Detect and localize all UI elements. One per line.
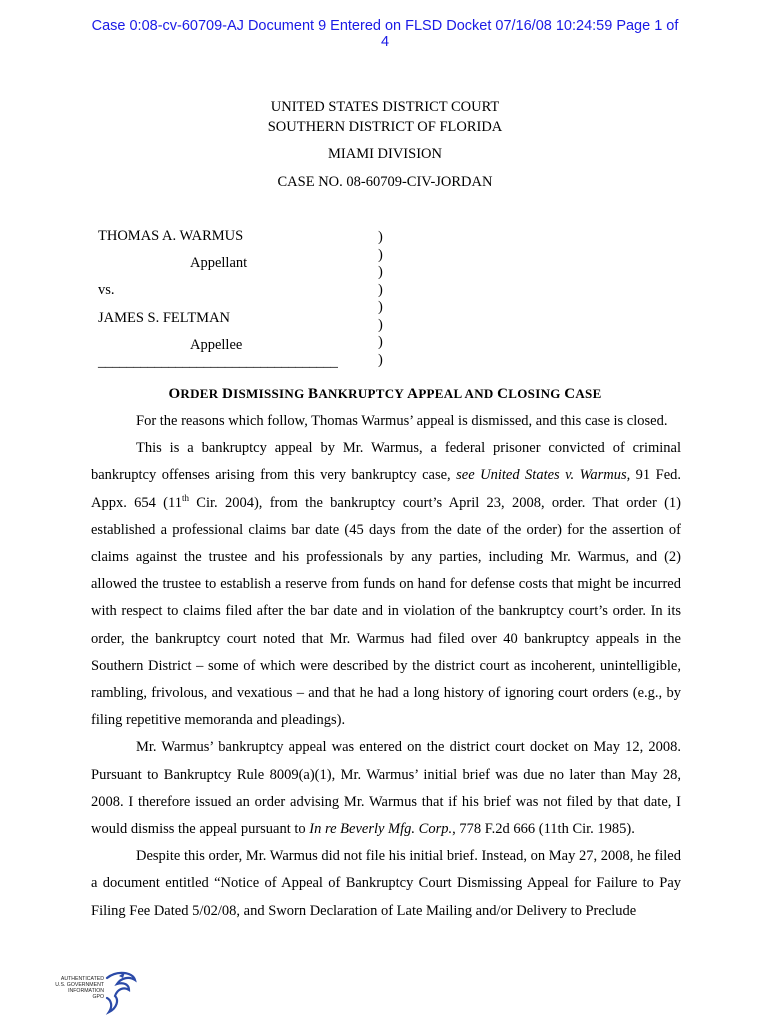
paren: )	[378, 264, 383, 280]
case-number: CASE NO. 08-60709-CIV-JORDAN	[277, 174, 493, 190]
docket-line-2: 4	[380, 34, 390, 50]
appellee-role: Appellee	[190, 337, 243, 353]
court-name: UNITED STATES DISTRICT COURT	[270, 99, 500, 115]
paren: )	[378, 246, 383, 263]
paren: )	[378, 229, 383, 245]
order-title: ORDER DISMISSING BANKRUPTCY APPEAL AND CLOSING CASE	[168, 386, 602, 402]
paren: )	[378, 316, 383, 333]
paren: )	[378, 281, 383, 298]
paragraph-1: For the reasons which follow, Thomas Warmus’ appeal is dismissed, and this case is closed.	[136, 413, 668, 429]
paren: )	[378, 334, 383, 350]
caption-parens	[378, 229, 383, 369]
gpo-authentication-seal	[44, 970, 134, 1016]
paren: )	[378, 299, 383, 315]
court-division: MIAMI DIVISION	[328, 146, 442, 162]
order-body	[91, 408, 681, 925]
docket-header	[0, 18, 770, 50]
caption-rule: __________________________________	[98, 354, 338, 370]
paragraph-4: Despite this order, Mr. Warmus did not file his initial brief. Instead, on May 27, 2008, he filed a document entitled “Notice of Appeal of Bankruptcy Court Dismissing Appeal for Failure to Pay Filing Fee Dated 5/02/08, and Sworn Declaration of Late Mailing and/or Delivery to Preclude	[91, 848, 681, 919]
case-citation: see United States v. Warmus,	[456, 467, 631, 484]
eagle-icon	[99, 970, 139, 1016]
paren: )	[378, 351, 383, 368]
paragraph-3: Mr. Warmus’ bankruptcy appeal was entered on the district court docket on May 12, 2008. Pursuant to Bankruptcy Rule 8009(a)(1), Mr. Warmus’ initial brief was due no later than May 28, 2008. I therefore issued an order advising Mr. Warmus that if his brief was not filed by that date, I would dismiss the appeal pursuant to In re Beverly Mfg. Corp., 778 F.2d 666 (11th Cir. 1985).	[91, 739, 681, 838]
appellee-name: JAMES S. FELTMAN	[98, 310, 231, 326]
seal-text: AUTHENTICATED U.S. GOVERNMENT INFORMATION GPO	[55, 976, 104, 1000]
appellant-role: Appellant	[190, 255, 248, 271]
court-district: SOUTHERN DISTRICT OF FLORIDA	[267, 119, 503, 135]
appellant-name: THOMAS A. WARMUS	[98, 228, 244, 244]
case-citation: In re Beverly Mfg. Corp.	[309, 821, 453, 838]
paragraph-2: This is a bankruptcy appeal by Mr. Warmus, a federal prisoner convicted of criminal bankruptcy offenses arising from this very bankruptcy case, see United States v. Warmus, 91 Fed. Appx. 654 (11th Cir. 2004), from the bankruptcy court’s April 23, 2008, order. That order (1) established a professional claims bar date (45 days from the date of the order) for the assertion of claims against the trustee and his professionals by any parties, including Mr. Warmus, and (2) allowed the trustee to establish a reserve from funds on hand for defense costs that might be incurred with respect to claims filed after the bar date and in violation of the bankruptcy court’s order. In its order, the bankruptcy court noted that Mr. Warmus had filed over 40 bankruptcy appeals in the Southern District – some of which were described by the district court as incoherent, unintelligible, rambling, frivolous, and vexatious – and that he had a long history of ignoring court orders (e.g., by filing repetitive memoranda and pleadings).	[91, 440, 682, 729]
docket-line-1: Case 0:08-cv-60709-AJ Document 9 Entered on FLSD Docket 07/16/08 10:24:59 Page 1 of	[91, 18, 679, 34]
versus-label: vs.	[98, 282, 115, 298]
